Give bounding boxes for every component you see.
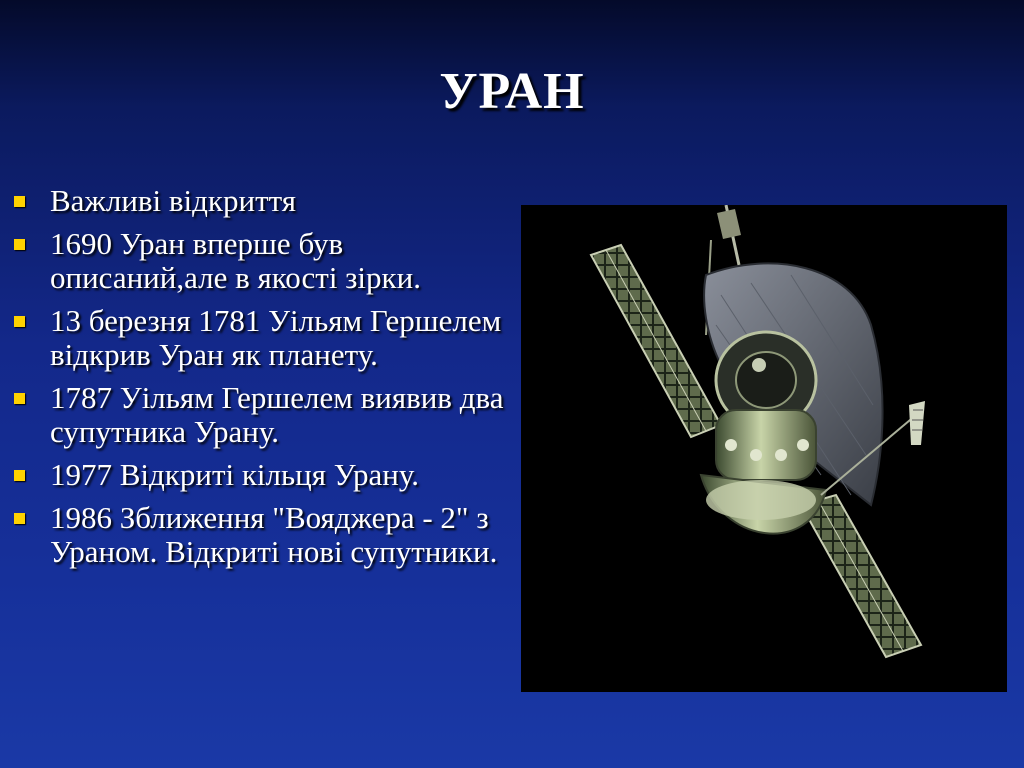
square-bullet-icon <box>14 316 25 327</box>
bullet-item <box>12 458 512 492</box>
bullet-text: 1787 Уільям Гершелем виявив два супутника Урану. <box>50 380 504 449</box>
square-bullet-icon <box>14 393 25 404</box>
bullet-item <box>12 184 512 218</box>
bullet-list <box>12 184 512 578</box>
bullet-text: Важливі відкриття <box>50 183 297 218</box>
bullet-item <box>12 381 512 449</box>
slide-title: УРАН <box>439 63 585 120</box>
square-bullet-icon <box>14 513 25 524</box>
bullet-text: 1977 Відкриті кільця Урану. <box>50 457 419 492</box>
square-bullet-icon <box>14 196 25 207</box>
bullet-item <box>12 304 512 372</box>
square-bullet-icon <box>14 239 25 250</box>
square-bullet-icon <box>14 470 25 481</box>
bullet-item <box>12 227 512 295</box>
bullet-item <box>12 501 512 569</box>
spacecraft-illustration <box>521 205 1007 692</box>
lower-solar-panel <box>801 495 921 657</box>
spacecraft-photo <box>521 205 1007 692</box>
bullet-text: 1986 Зближення "Вояджера - 2" з Ураном. Відкриті нові супутники. <box>50 500 498 569</box>
bullet-text: 1690 Уран вперше був описаний,але в якості зірки. <box>50 226 421 295</box>
upper-solar-panel <box>591 245 721 437</box>
spacecraft-body <box>701 332 826 534</box>
bullet-text: 13 березня 1781 Уільям Гершелем відкрив Уран як планету. <box>50 303 502 372</box>
